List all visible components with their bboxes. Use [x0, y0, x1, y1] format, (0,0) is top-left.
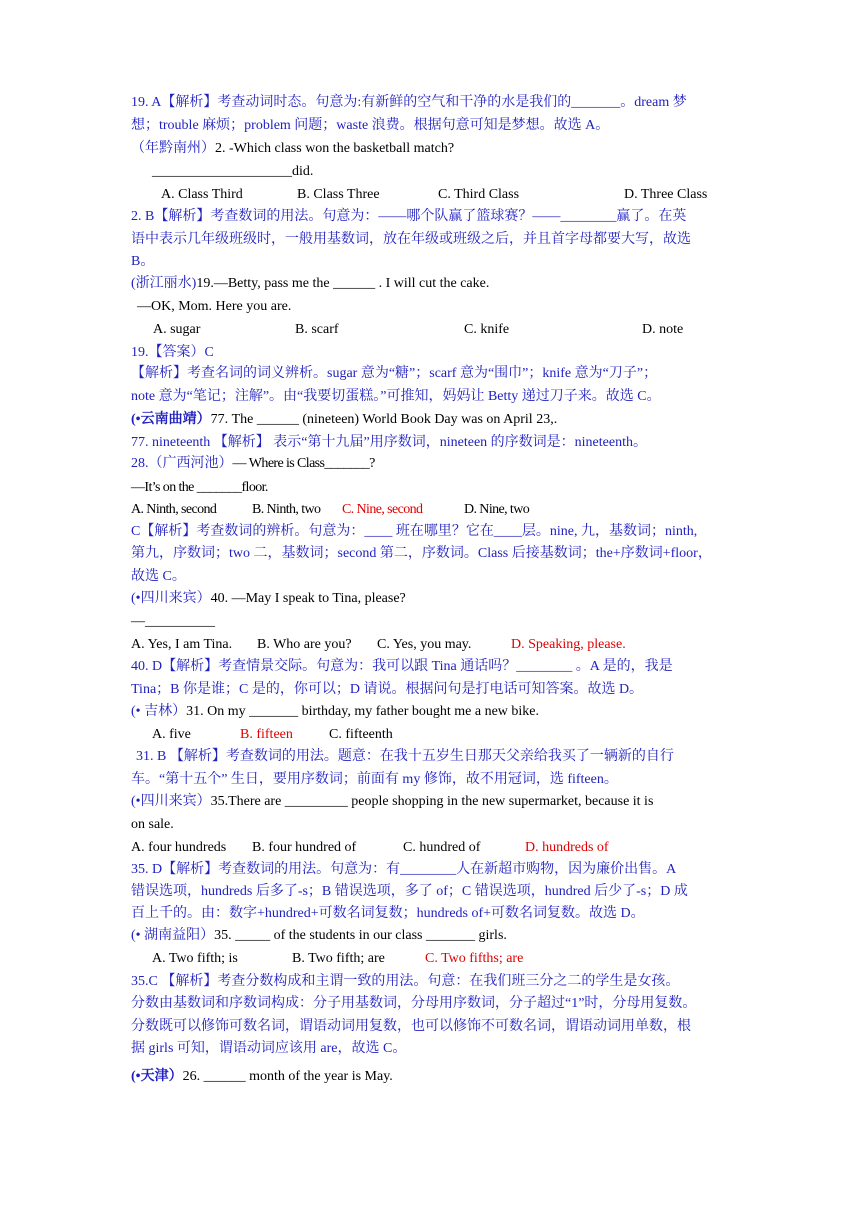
text-run: on sale.: [131, 817, 174, 832]
text-line: [131, 230, 691, 250]
text-run: —It’s on the _______floor.: [131, 480, 268, 495]
text-line: [131, 522, 697, 542]
answer-option: B. Ninth, two: [252, 502, 321, 517]
text-line: [131, 680, 643, 700]
text-run: 19.【答案）C: [131, 345, 214, 360]
text-run: 35.C 【解析】考查分数构成和主谓一致的用法。句意：在我们班三分之二的学生是女孩。: [131, 974, 680, 989]
text-run: 31. On my _______ birthday, my father bought me a new bike.: [186, 704, 539, 719]
answer-option: B. scarf: [295, 322, 339, 337]
text-line: [131, 635, 731, 655]
answer-option: A. Class Third: [161, 187, 243, 202]
text-line: [131, 612, 215, 632]
text-run: 语中表示几年级班级时，一般用基数词，放在年级或班级之后，并且首字母都要大写，故选: [131, 232, 691, 247]
answer-option: D. hundreds of: [525, 840, 609, 855]
text-run: 2. -Which class won the basketball match?: [215, 141, 455, 156]
text-run: 错误选项，hundreds 后多了-s；B 错误选项，多了 of；C 错误选项，hundred 后少了-s；D 成: [131, 884, 688, 899]
text-line: [131, 544, 712, 564]
text-line: [131, 838, 731, 858]
answer-option: C. knife: [464, 322, 510, 337]
text-line: [131, 926, 507, 946]
text-run: 40. —May I speak to Tina, please?: [210, 591, 406, 606]
text-run: 想；trouble 麻烦；problem 问题；waste 浪费。根据句意可知是梦想。故选 A。: [131, 118, 610, 133]
text-line: [131, 433, 647, 453]
text-line: [131, 387, 661, 407]
text-run: 77. nineteenth 【解析】 表示“第十九届”用序数词，nineteen 的序数词是：nineteenth。: [131, 435, 647, 450]
text-run: 40. D【解析】考查情景交际。句意为：我可以跟 Tina 通话吗？________ 。A 是的，我是: [131, 659, 673, 674]
text-run: 35. _____ of the students in our class _______ girls.: [214, 928, 507, 943]
text-line: [131, 770, 618, 790]
answer-option: C. Third Class: [438, 187, 520, 202]
text-line: [131, 815, 174, 835]
answer-option: B. Who are you?: [257, 637, 352, 652]
answer-option: B. Two fifth; are: [292, 951, 385, 966]
answer-option: C. Nine, second: [342, 502, 423, 517]
text-run: (• 吉林）: [131, 704, 187, 719]
text-run: 据 girls 可知，谓语动词应该用 are，故选 C。: [131, 1041, 407, 1056]
text-run: C【解析】考查数词的辨析。句意为：____ 班在哪里？它在____层。nine, 九，基数词；ninth,: [131, 524, 698, 539]
text-line: [131, 343, 214, 363]
text-run: — Where is Class_______?: [232, 456, 375, 471]
text-run: 分数由基数词和序数词构成：分子用基数词，分母用序数词，分子超过“1”时，分母用复数。: [131, 996, 697, 1011]
text-run: (•天津）: [131, 1069, 183, 1084]
text-line: [131, 116, 609, 136]
text-line: [131, 882, 688, 902]
answer-option: D. note: [642, 322, 684, 337]
text-run: 故选 C。: [131, 569, 186, 584]
text-run: —OK, Mom. Here you are.: [137, 299, 292, 314]
text-line: [131, 410, 557, 430]
text-run: (•四川来宾）: [131, 794, 211, 809]
answer-option: D. Three Class: [624, 187, 708, 202]
text-line: [131, 252, 154, 272]
answer-option: A. five: [152, 727, 191, 742]
text-line: [161, 185, 761, 205]
answer-option: A. Ninth, second: [131, 502, 217, 517]
text-run: 31. B 【解析】考查数词的用法。题意：在我十五岁生日那天父亲给我买了一辆新的自行: [136, 749, 674, 764]
text-run: 77. The ______ (nineteen) World Book Day was on April 23,.: [210, 412, 558, 427]
text-run: 35.There are _________ people shopping in the new supermarket, because it is: [210, 794, 654, 809]
text-line: [152, 725, 752, 745]
text-line: [131, 207, 686, 227]
text-run: 19.—Betty, pass me the ______ . I will cut the cake.: [196, 276, 490, 291]
text-line: [152, 162, 313, 182]
text-run: 第九，序数词；two 二，基数词；second 第二，序数词。Class 后接基数词；the+序数词+floor，: [131, 546, 712, 561]
text-line: [131, 454, 375, 474]
text-line: [131, 1039, 406, 1059]
answer-option: A. four hundreds: [131, 840, 227, 855]
text-run: 35. D【解析】考查数词的用法。句意为：有________人在新超市购物，因为廉价出售。A: [131, 862, 677, 877]
text-line: [131, 567, 186, 587]
text-run: 28.（广西河池）: [131, 456, 233, 471]
text-line: [131, 702, 539, 722]
text-run: 百上千的。由：数字+hundred+可数名词复数；hundreds of+可数名词复数。故选 D。: [131, 906, 645, 921]
answer-option: D. Nine, two: [464, 502, 530, 517]
text-run: (•四川来宾）: [131, 591, 211, 606]
text-line: [131, 93, 687, 113]
text-run: 19. A【解析】考查动词时态。句意为:有新鲜的空气和干净的水是我们的_______。dream 梦: [131, 95, 687, 110]
text-line: [137, 297, 291, 317]
answer-option: C. Yes, you may.: [377, 637, 472, 652]
text-run: note 意为“笔记；注解”。由“我要切蛋糕。”可推知，妈妈让 Betty 递过刀子来。故选 C。: [131, 389, 661, 404]
text-line: [131, 792, 653, 812]
answer-option: B. four hundred of: [252, 840, 357, 855]
text-run: 车。“第十五个” 生日，要用序数词；前面有 my 修饰，故不用冠词，选 fifteen。: [131, 772, 618, 787]
text-run: 2. B【解析】考查数词的用法。句意为：——哪个队赢了篮球赛？——________赢了。在英: [131, 209, 687, 224]
answer-option: A. Yes, I am Tina.: [131, 637, 233, 652]
answer-option: A. Two fifth; is: [152, 951, 238, 966]
text-line: [131, 1067, 393, 1087]
text-line: [131, 860, 676, 880]
text-line: [131, 972, 679, 992]
text-line: [131, 139, 454, 159]
text-run: Tina；B 你是谁；C 是的，你可以；D 请说。根据问句是打电话可知答案。故选 D。: [131, 682, 644, 697]
answer-option: D. Speaking, please.: [511, 637, 626, 652]
text-run: 【解析】考查名词的词义辨析。sugar 意为“糖”；scarf 意为“围巾”；knife 意为“刀子”；: [131, 366, 658, 381]
text-run: 26. ______ month of the year is May.: [182, 1069, 393, 1084]
text-line: [131, 274, 489, 294]
answer-option: C. Two fifths; are: [425, 951, 524, 966]
text-line: [153, 320, 753, 340]
answer-option: A. sugar: [153, 322, 201, 337]
text-line: [136, 747, 674, 767]
text-run: 分数既可以修饰可数名词，谓语动词用复数，也可以修饰不可数名词，谓语动词用单数，根: [131, 1019, 691, 1034]
text-line: [131, 657, 673, 677]
text-run: B。: [131, 254, 155, 269]
text-line: [152, 949, 752, 969]
text-line: [131, 994, 696, 1014]
text-line: [131, 589, 406, 609]
answer-option: C. hundred of: [403, 840, 481, 855]
answer-option: C. fifteenth: [329, 727, 393, 742]
text-run: (•云南曲靖）: [131, 412, 211, 427]
text-run: —__________: [131, 614, 215, 629]
text-run: (浙江丽水): [131, 276, 197, 291]
text-run: （年黔南州）: [131, 141, 215, 156]
text-line: [131, 1017, 691, 1037]
text-line: [131, 500, 731, 520]
text-line: [131, 904, 645, 924]
text-line: [131, 478, 268, 498]
text-run: ____________________did.: [152, 164, 314, 179]
answer-option: B. Class Three: [297, 187, 380, 202]
text-run: (• 湖南益阳）: [131, 928, 215, 943]
answer-option: B. fifteen: [240, 727, 293, 742]
text-line: [131, 364, 657, 384]
